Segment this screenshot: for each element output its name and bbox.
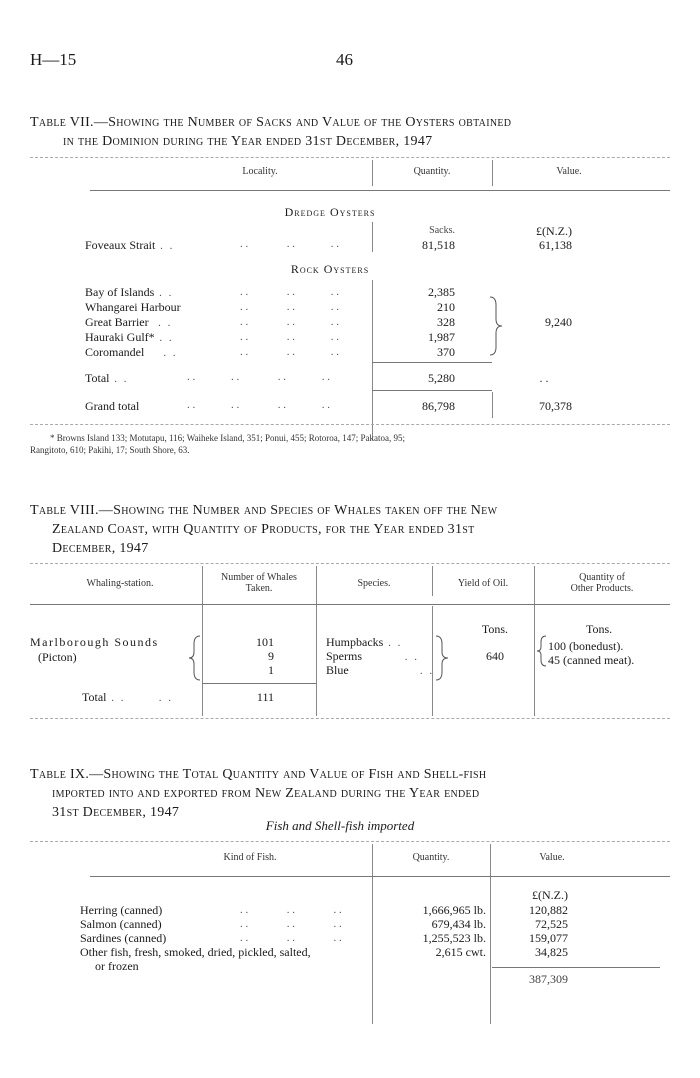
whales-number-sperms: 9 — [268, 649, 274, 663]
table-ix-title-line1: Table IX.—Showing the Total Quantity and Value of Fish and Shell-fish — [30, 767, 487, 782]
value-unit: £(N.Z.) — [536, 224, 572, 238]
species-humpbacks: Humpbacks . . — [326, 635, 403, 649]
table-vii-footnote-line2: Rangitoto, 610; Pakihi, 17; South Shore, 63. — [30, 445, 190, 455]
table-row: Herring (canned) — [80, 903, 163, 917]
table-row: Other fish, fresh, smoked, dried, pickled, salted, — [80, 945, 311, 959]
other-unit: Tons. — [586, 622, 613, 636]
column-header-quantity: Quantity. — [412, 852, 450, 863]
column-header-locality: Locality. — [242, 166, 278, 177]
table-cell-value: 34,825 — [535, 945, 568, 959]
whales-total-label: Total . . . . — [82, 690, 173, 704]
whales-number-humpbacks: 101 — [256, 635, 274, 649]
whales-number-blue: 1 — [268, 663, 274, 677]
total-value: . . — [539, 371, 549, 385]
value-unit: £(N.Z.) — [532, 888, 568, 902]
table-ix-total-value: 387,309 — [529, 972, 568, 986]
table-cell-quantity: 1,255,523 lb. — [422, 931, 486, 945]
whales-total-number: 111 — [256, 690, 274, 704]
product-bonedust: 100 (bonedust). — [548, 639, 624, 653]
column-header-other-products: Quantity of Other Products. — [570, 572, 634, 594]
table-cell-quantity: 1,666,965 lb. — [422, 903, 486, 917]
table-cell-value: 72,525 — [535, 917, 568, 931]
table-ix-title-line2: imported into and exported from New Zealand during the Year ended — [52, 786, 480, 801]
table-vii-title-line1: Table VII.—Showing the Number of Sacks and Value of the Oysters obtained — [30, 115, 512, 130]
table-ix-title-line3: 31st December, 1947 — [52, 805, 180, 820]
table-row: Sardines (canned) — [80, 931, 167, 945]
table-cell-quantity: 679,434 lb. — [431, 917, 486, 931]
rock-oysters-value: 9,240 — [545, 315, 572, 329]
foveaux-quantity: 81,518 — [422, 238, 455, 252]
dredge-oysters-heading: Dredge Oysters — [284, 205, 376, 219]
table-cell-quantity: 1,987 — [428, 330, 455, 344]
grand-total-value: 70,378 — [539, 399, 572, 413]
sacks-unit: Sacks. — [429, 225, 455, 236]
column-header-value: Value. — [539, 852, 565, 863]
station-location: (Picton) — [38, 650, 77, 664]
page-number: 46 — [336, 50, 353, 69]
table-cell-quantity: 2,615 cwt. — [435, 945, 486, 959]
table-cell-quantity: 370 — [437, 345, 455, 359]
table-viii-title-line2: Zealand Coast, with Quantity of Products, for the Year ended 31st — [52, 522, 475, 537]
column-header-station: Whaling-station. — [86, 578, 154, 589]
product-canned-meat: 45 (canned meat). — [548, 653, 635, 667]
table-cell-value: 120,882 — [529, 903, 568, 917]
station-name: Marlborough Sounds — [30, 635, 159, 649]
total-quantity: 5,280 — [428, 371, 455, 385]
document-reference: H—15 — [30, 50, 77, 69]
species-blue: Blue . . — [326, 663, 435, 677]
column-header-quantity: Quantity. — [413, 166, 451, 177]
table-row: Hauraki Gulf* . . — [85, 330, 174, 344]
table-row: Whangarei Harbour — [85, 300, 181, 314]
column-header-species: Species. — [357, 578, 391, 589]
table-viii-title-line1: Table VIII.—Showing the Number and Species of Whales taken off the New — [30, 503, 498, 518]
table-row-continuation: or frozen — [95, 959, 139, 973]
oil-yield: 640 — [486, 649, 504, 663]
column-header-oil: Yield of Oil. — [457, 578, 509, 589]
left-brace-icon — [188, 634, 202, 682]
table-row: Coromandel . . — [85, 345, 178, 359]
foveaux-label: Foveaux Strait . . — [85, 238, 175, 252]
rock-oysters-heading: Rock Oysters — [290, 262, 370, 276]
table-viii-title-line3: December, 1947 — [52, 541, 149, 556]
table-cell-quantity: 210 — [437, 300, 455, 314]
table-vii-footnote-line1: * Browns Island 133; Motutapu, 116; Waiheke Island, 351; Ponui, 455; Rotoroa, 147; Pakatoa, 95; — [50, 433, 405, 443]
oil-unit: Tons. — [481, 622, 508, 636]
column-header-kind-of-fish: Kind of Fish. — [223, 852, 277, 863]
right-brace-icon — [434, 634, 456, 682]
left-brace-icon — [536, 634, 548, 668]
grand-total-label: Grand total — [85, 399, 140, 413]
table-row: Salmon (canned) — [80, 917, 162, 931]
table-cell-quantity: 328 — [437, 315, 455, 329]
species-sperms: Sperms . . — [326, 649, 419, 663]
column-header-value: Value. — [556, 166, 582, 177]
foveaux-value: 61,138 — [539, 238, 572, 252]
grand-total-quantity: 86,798 — [422, 399, 455, 413]
table-vii-title-line2: in the Dominion during the Year ended 31st December, 1947 — [63, 134, 433, 149]
table-row: Great Barrier . . — [85, 315, 173, 329]
column-header-number: Number of Whales Taken. — [221, 572, 297, 594]
table-cell-quantity: 2,385 — [428, 285, 455, 299]
table-cell-value: 159,077 — [529, 931, 568, 945]
table-row: Bay of Islands . . — [85, 285, 174, 299]
table-ix-subtitle: Fish and Shell-fish imported — [265, 818, 415, 833]
total-label: Total . . — [85, 371, 129, 385]
